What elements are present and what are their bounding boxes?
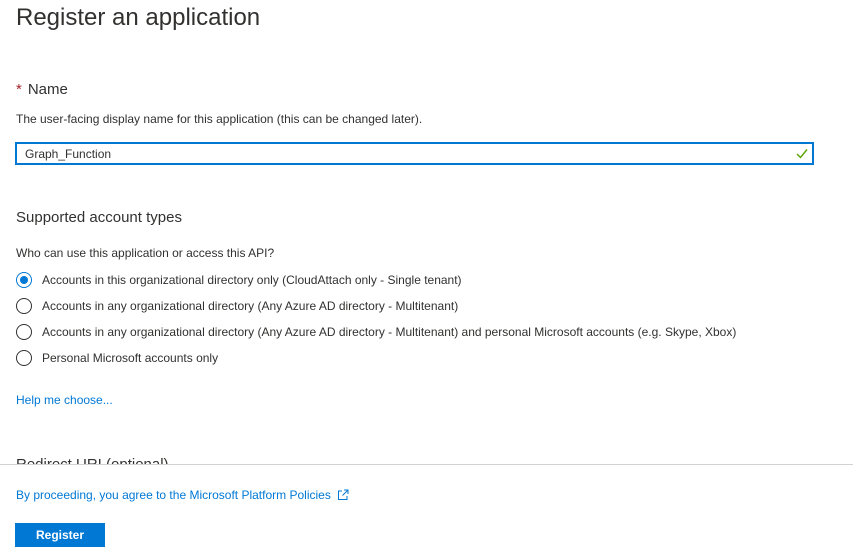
page-title: Register an application [16,4,261,31]
radio-button[interactable] [16,324,32,340]
account-types-heading: Supported account types [16,209,182,226]
platform-policies-text: By proceeding, you agree to the Microsoft Platform Policies [16,488,331,502]
account-option-multitenant-personal[interactable] [16,322,736,342]
radio-label: Accounts in this organizational directory only (CloudAttach only - Single tenant) [42,273,462,287]
name-label-text: Name [27,81,68,98]
account-option-personal-only[interactable] [16,348,218,368]
radio-label: Personal Microsoft accounts only [42,351,219,365]
required-marker: * [16,81,22,98]
radio-button[interactable] [16,350,32,366]
external-link-icon [337,489,349,501]
help-me-choose-link[interactable]: Help me choose... [16,393,113,407]
name-description: The user-facing display name for this application (this can be changed later). [16,112,423,126]
register-button[interactable]: Register [15,523,105,547]
radio-button[interactable] [16,298,32,314]
footer-bar [0,464,853,559]
account-types-question: Who can use this application or access this API? [16,246,275,260]
platform-policies-link[interactable] [16,488,349,502]
name-label [16,81,68,98]
checkmark-icon [796,148,808,159]
account-option-multitenant[interactable] [16,296,458,316]
radio-label: Accounts in any organizational directory (Any Azure AD directory - Multitenant) [42,299,459,313]
radio-button[interactable] [16,272,32,288]
name-input[interactable] [15,142,814,165]
radio-label: Accounts in any organizational directory (Any Azure AD directory - Multitenant) and personal Microsoft accounts (e.g. Skype, Xbox) [42,325,737,339]
account-option-single-tenant[interactable] [16,270,462,290]
